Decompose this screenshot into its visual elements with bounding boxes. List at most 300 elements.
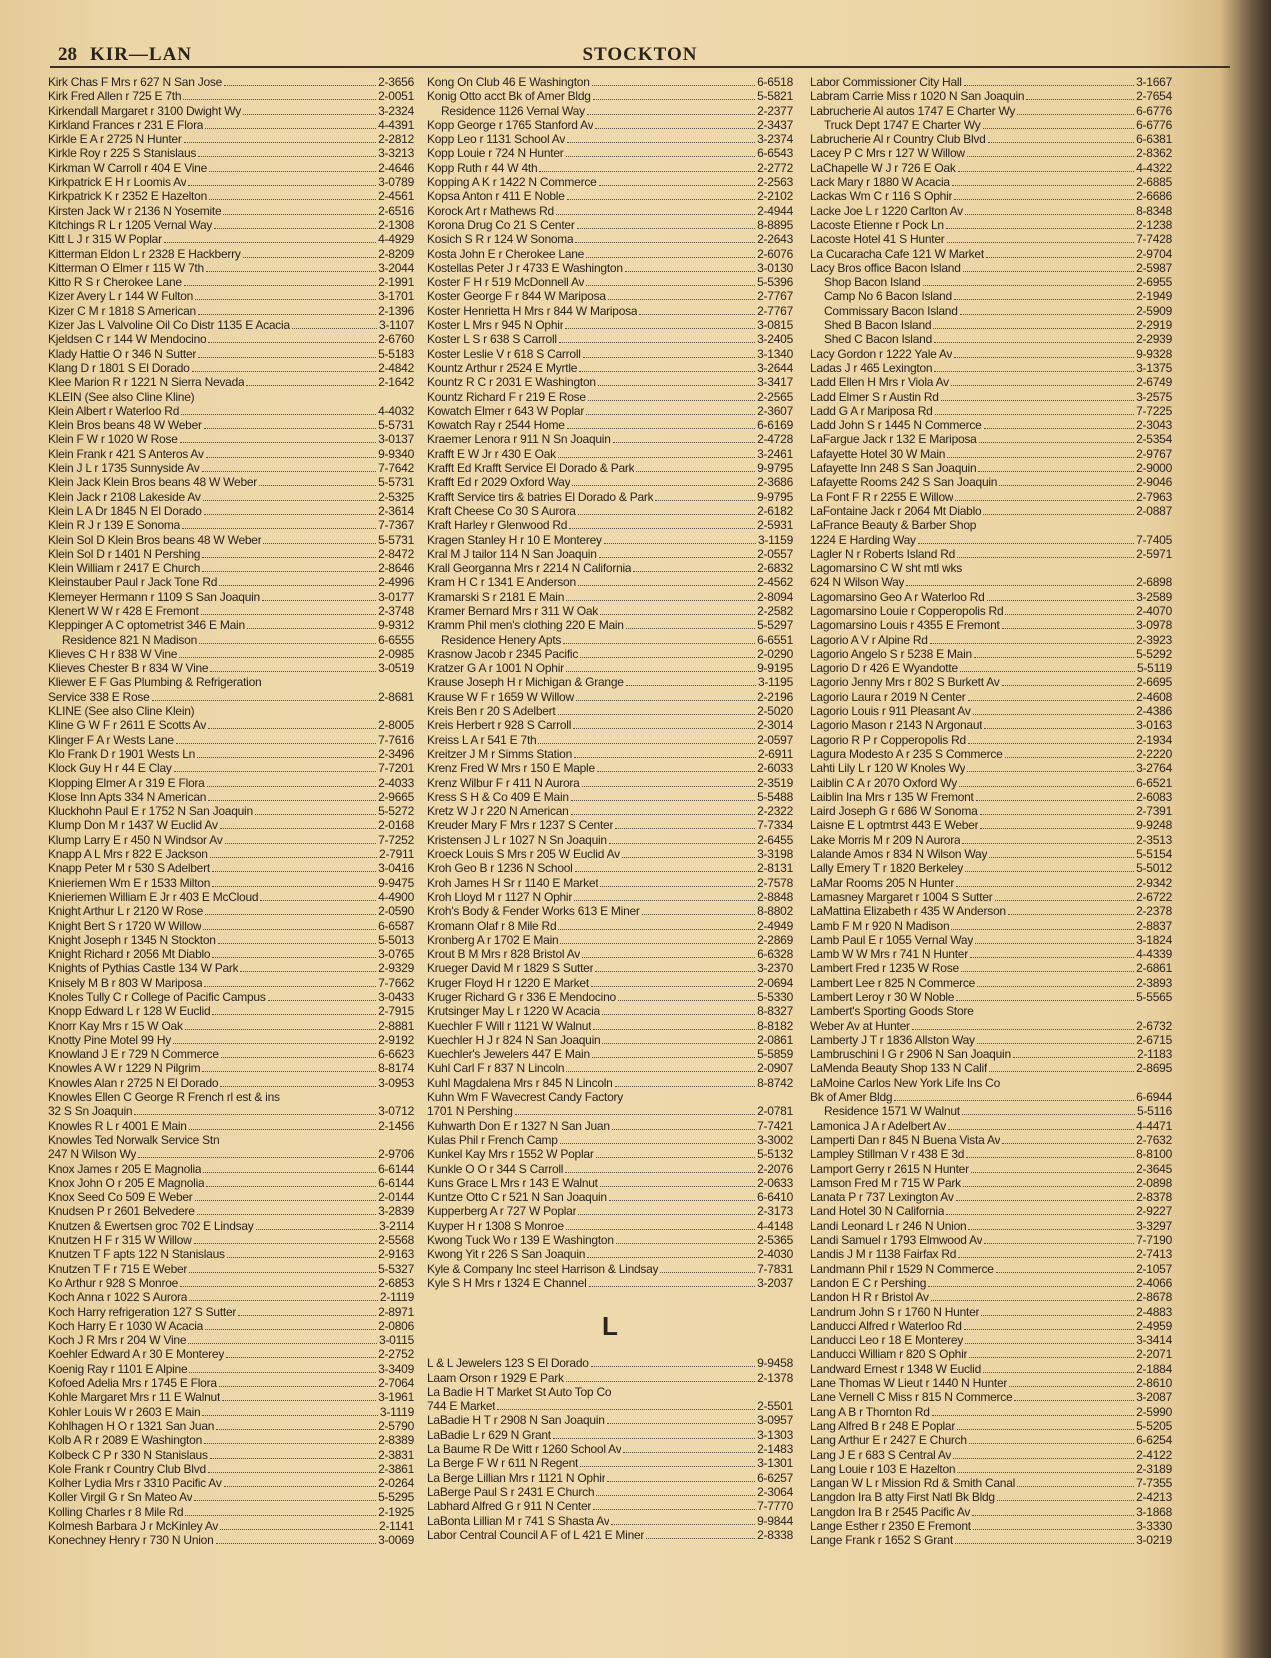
listing-name: Klady Hattie O r 346 N Sutter — [48, 346, 197, 361]
dot-leader — [578, 575, 755, 586]
listing-name: L & L Jewelers 123 S El Dorado — [427, 1356, 589, 1371]
listing-entry — [810, 204, 1172, 218]
dot-leader — [586, 404, 755, 415]
dot-leader — [1013, 1047, 1135, 1058]
phone-number: 2-1949 — [1136, 289, 1172, 304]
listing-name: Land Hotel 30 N California — [810, 1204, 945, 1219]
listing-continuation — [427, 104, 793, 118]
dot-leader — [599, 547, 756, 558]
listing-entry — [427, 961, 793, 975]
listing-name: Ladd John S r 1445 N Commerce — [810, 418, 982, 433]
phone-number: 7-7642 — [378, 461, 414, 476]
listing-entry — [427, 132, 793, 146]
listing-entry — [810, 690, 1172, 704]
listing-entry — [427, 475, 793, 489]
listing-name: Klo Frank D r 1901 Wests Ln — [48, 746, 196, 761]
dot-leader — [1002, 618, 1135, 629]
dot-leader — [183, 89, 376, 100]
listing-name: Lambert Lee r 825 N Commerce — [810, 975, 976, 990]
phone-number: 2-2772 — [757, 160, 793, 175]
listing-entry — [810, 1362, 1172, 1376]
listing-entry — [427, 1499, 793, 1513]
phone-number: 5-5731 — [378, 532, 414, 547]
listing-entry — [427, 1119, 793, 1133]
dot-leader — [203, 490, 376, 501]
listing-name: Kristensen J L r 1027 N Sn Joaquin — [427, 832, 607, 847]
listing-entry — [48, 275, 414, 289]
dot-leader — [212, 861, 376, 872]
dot-leader — [978, 461, 1134, 472]
dot-leader — [956, 876, 1134, 887]
dot-leader — [206, 447, 376, 458]
directory-column-2 — [427, 75, 793, 1542]
listing-name: Kraft Harley r Glenwood Rd — [427, 518, 568, 533]
phone-number: 3-0416 — [378, 861, 414, 876]
listing-name: LaChapelle W J r 726 E Oak — [810, 160, 956, 175]
listing-name: Klein Albert r Waterloo Rd — [48, 403, 180, 418]
phone-number: 2-0633 — [757, 1175, 793, 1190]
listing-name: Lagorio A V r Alpine Rd — [810, 632, 928, 647]
dot-leader — [574, 890, 755, 901]
dot-leader — [934, 361, 1134, 372]
listing-entry — [48, 1061, 414, 1075]
listing-heading — [810, 1076, 1172, 1090]
listing-entry — [48, 175, 414, 189]
phone-number: 2-9342 — [1136, 875, 1172, 890]
city-title: STOCKTON — [582, 44, 698, 65]
listing-name: Camp No 6 Bacon Island — [824, 289, 952, 304]
phone-number: 2-6076 — [757, 246, 793, 261]
listing-name: Kountz R C r 2031 E Washington — [427, 375, 596, 390]
phone-number: 6-6144 — [378, 1161, 414, 1176]
phone-number: 3-0219 — [1136, 1533, 1172, 1548]
listing-entry — [48, 1362, 414, 1376]
listing-entry — [48, 404, 414, 418]
dot-leader — [194, 1233, 377, 1244]
dot-leader — [199, 633, 376, 644]
listing-name: Kohlhagen H O r 1321 San Juan — [48, 1418, 215, 1433]
listing-entry — [427, 1247, 793, 1261]
listing-name: Lanata P r 737 Lexington Av — [810, 1190, 954, 1205]
listing-name: Kreitzer J M r Simms Station — [427, 746, 573, 761]
listing-entry — [810, 432, 1172, 446]
dot-leader — [593, 89, 755, 100]
phone-number: 2-0264 — [378, 1476, 414, 1491]
listing-name: Lange Esther r 2350 E Fremont — [810, 1518, 971, 1533]
listing-entry — [810, 1219, 1172, 1233]
listing-entry — [427, 1356, 793, 1370]
phone-number: 2-0590 — [378, 904, 414, 919]
phone-number: 3-0957 — [757, 1413, 793, 1428]
dot-leader — [566, 661, 755, 672]
listing-name: Lamperti Dan r 845 N Buena Vista Av — [810, 1132, 1001, 1147]
dot-leader — [255, 804, 376, 815]
listing-name: Kyle & Company Inc steel Harrison & Lindsay — [427, 1261, 659, 1276]
dot-leader — [204, 1433, 376, 1444]
dot-leader — [961, 961, 1134, 972]
dot-leader — [932, 1405, 1134, 1416]
listing-entry — [427, 447, 793, 461]
phone-number: 2-6516 — [378, 203, 414, 218]
listing-name: Lampley Stillman V r 438 E 3d — [810, 1147, 965, 1162]
phone-number: 9-9248 — [1136, 818, 1172, 833]
phone-number: 2-9767 — [1136, 446, 1172, 461]
phone-number: 9-9475 — [378, 875, 414, 890]
listing-entry — [48, 1219, 414, 1233]
phone-number: 2-8695 — [1136, 1061, 1172, 1076]
listing-name: Klemeyer Hermann r 1109 S San Joaquin — [48, 589, 260, 604]
dot-leader — [964, 1319, 1134, 1330]
dot-leader — [579, 361, 755, 372]
phone-number: 2-3893 — [1136, 975, 1172, 990]
listing-entry — [48, 204, 414, 218]
phone-number: 2-4959 — [1136, 1318, 1172, 1333]
listing-entry — [48, 1305, 414, 1319]
listing-entry — [810, 1119, 1172, 1133]
phone-number: 5-5205 — [1136, 1418, 1172, 1433]
dot-leader — [983, 1362, 1134, 1373]
phone-number: 2-3656 — [378, 75, 414, 89]
listing-name: LaFargue Jack r 132 E Mariposa — [810, 432, 977, 447]
phone-number: 7-7405 — [1136, 532, 1172, 547]
listing-name: Korona Drug Co 21 S Center — [427, 217, 575, 232]
listing-heading — [48, 1133, 414, 1147]
dot-leader — [997, 1490, 1134, 1501]
phone-number: 2-4122 — [1136, 1447, 1172, 1462]
listing-name: Kirkendall Margaret r 3100 Dwight Wy — [48, 103, 241, 118]
listing-name: LaFrance Beauty & Barber Shop — [810, 518, 977, 533]
listing-entry — [810, 1490, 1172, 1504]
dot-leader — [185, 1505, 376, 1516]
phone-number: 2-4033 — [378, 775, 414, 790]
dot-leader — [560, 1133, 755, 1144]
dot-leader — [220, 1519, 377, 1530]
listing-heading — [48, 704, 414, 718]
listing-entry — [810, 1519, 1172, 1533]
listing-name: Konechney Henry r 730 N Union — [48, 1533, 214, 1548]
listing-name: Knox James r 205 E Magnolia — [48, 1161, 202, 1176]
dot-leader — [611, 1514, 755, 1525]
listing-name: Landrum John S r 1760 N Hunter — [810, 1304, 980, 1319]
listing-entry — [810, 132, 1172, 146]
phone-number: 7-7367 — [378, 518, 414, 533]
listing-name: Lagler N r Roberts Island Rd — [810, 546, 956, 561]
dot-leader — [593, 1019, 755, 1030]
dot-leader — [977, 1033, 1134, 1044]
dot-leader — [954, 289, 1134, 300]
listing-name: Lahti Lily L r 120 W Knoles Wy — [810, 761, 966, 776]
listing-name: Kroh Lloyd M r 1127 N Ophir — [427, 889, 573, 904]
listing-continuation — [427, 1104, 793, 1118]
listing-name: Kitto R S r Cherokee Lane — [48, 275, 182, 290]
listing-name: LaBonta Lillian M r 741 S Shasta Av — [427, 1513, 610, 1528]
dot-leader — [212, 947, 376, 958]
listing-entry — [810, 675, 1172, 689]
listing-entry — [427, 1371, 793, 1385]
phone-number: 5-5731 — [378, 475, 414, 490]
listing-entry — [810, 1033, 1172, 1047]
listing-name: Service 338 E Rose — [48, 689, 150, 704]
phone-number: 2-5568 — [378, 1233, 414, 1248]
listing-entry — [48, 75, 414, 89]
dot-leader — [202, 547, 376, 558]
listing-entry — [48, 961, 414, 975]
listing-entry — [48, 861, 414, 875]
listing-name: Kuntze Otto C r 521 N San Joaquin — [427, 1190, 607, 1205]
listing-entry — [427, 547, 793, 561]
dot-leader — [964, 75, 1134, 86]
dot-leader — [515, 1104, 755, 1115]
phone-number: 2-8472 — [378, 546, 414, 561]
phone-number: 2-4949 — [757, 918, 793, 933]
phone-number: 5-5116 — [1137, 1104, 1172, 1119]
dot-leader — [559, 332, 755, 343]
dot-leader — [604, 533, 756, 544]
phone-number: 6-6587 — [378, 918, 414, 933]
dot-leader — [912, 1019, 1134, 1030]
listing-entry — [810, 1233, 1172, 1247]
dot-leader — [567, 189, 755, 200]
dot-leader — [955, 1533, 1134, 1544]
phone-number: 2-2869 — [757, 932, 793, 947]
listing-entry — [427, 790, 793, 804]
dot-leader — [1026, 89, 1134, 100]
listing-name: Landucci William r 820 S Ophir — [810, 1347, 968, 1362]
listing-entry — [427, 1033, 793, 1047]
listing-continuation — [810, 318, 1172, 332]
dot-leader — [957, 1462, 1134, 1473]
dot-leader — [198, 146, 376, 157]
listing-entry — [427, 804, 793, 818]
listing-name: Kitterman Eldon L r 2328 E Hackberry — [48, 246, 241, 261]
dot-leader — [192, 361, 377, 372]
listing-entry — [48, 375, 414, 389]
listing-entry — [427, 718, 793, 732]
listing-name: Knutzen H F r 315 W Willow — [48, 1233, 192, 1248]
dot-leader — [1017, 104, 1134, 115]
dot-leader — [947, 447, 1134, 458]
listing-entry — [48, 1119, 414, 1133]
phone-number: 2-0985 — [378, 646, 414, 661]
phone-number: 3-0765 — [378, 947, 414, 962]
dot-leader — [195, 289, 376, 300]
listing-name: Lang Alfred B r 248 E Poplar — [810, 1418, 956, 1433]
listing-entry — [810, 490, 1172, 504]
dot-leader — [214, 218, 376, 229]
dot-leader — [174, 761, 377, 772]
dot-leader — [600, 876, 755, 887]
listing-entry — [427, 976, 793, 990]
listing-name: Kuns Grace L Mrs r 143 E Walnut — [427, 1175, 598, 1190]
listing-entry — [48, 904, 414, 918]
listing-name: Kirkpatrick E H r Loomis Av — [48, 175, 187, 190]
listing-name: Kruger Floyd H r 1220 E Market — [427, 975, 589, 990]
listing-name: Laiblin C A r 2070 Oxford Wy — [810, 775, 957, 790]
listing-entry — [48, 1162, 414, 1176]
phone-number: 6-6521 — [1136, 775, 1172, 790]
phone-number: 6-6543 — [757, 146, 793, 161]
listing-name: Koch Anna r 1022 S Aurora — [48, 1290, 188, 1305]
dot-leader — [979, 432, 1135, 443]
dot-leader — [1005, 604, 1134, 615]
listing-entry — [810, 747, 1172, 761]
dot-leader — [977, 976, 1134, 987]
phone-number: 2-1238 — [1136, 217, 1172, 232]
listing-entry — [427, 504, 793, 518]
dot-leader — [984, 418, 1135, 429]
listing-name: Kirkman W Carroll r 404 E Vine — [48, 160, 207, 175]
phone-number: 3-1340 — [757, 346, 793, 361]
phone-number: 2-3043 — [1136, 418, 1172, 433]
listing-entry — [427, 1162, 793, 1176]
listing-continuation — [810, 332, 1172, 346]
phone-number: 2-3645 — [1136, 1161, 1172, 1176]
listing-name: Koenig Ray r 1101 E Alpine — [48, 1361, 188, 1376]
dot-leader — [622, 847, 755, 858]
dot-leader — [948, 1119, 1134, 1130]
phone-number: 2-2076 — [757, 1161, 793, 1176]
phone-number: 7-7770 — [757, 1499, 793, 1514]
phone-number: 3-1667 — [1136, 75, 1172, 89]
dot-leader — [195, 1190, 377, 1201]
phone-number: 2-4608 — [1136, 689, 1172, 704]
dot-leader — [928, 1276, 1134, 1287]
listing-name: Koch Harry refrigeration 127 S Sutter — [48, 1304, 237, 1319]
listing-entry — [427, 618, 793, 632]
listing-name: Kromann Olaf r 8 Mile Rd — [427, 918, 557, 933]
dot-leader — [566, 1371, 755, 1382]
phone-number: 2-6732 — [1136, 1018, 1172, 1033]
listing-entry — [427, 361, 793, 375]
listing-name: Knapp Peter M r 530 S Adelbert — [48, 861, 210, 876]
dot-leader — [221, 1047, 376, 1058]
dot-leader — [134, 1104, 376, 1115]
dot-leader — [962, 1104, 1135, 1115]
phone-number: 2-2939 — [1136, 332, 1172, 347]
dot-leader — [558, 447, 755, 458]
phone-number: 2-4944 — [757, 203, 793, 218]
phone-number: 3-2589 — [1136, 589, 1172, 604]
dot-leader — [639, 304, 755, 315]
dot-leader — [586, 247, 755, 258]
dot-leader — [565, 1162, 755, 1173]
listing-entry — [48, 504, 414, 518]
dot-leader — [185, 1019, 376, 1030]
listing-name: Krasnow Jacob r 2345 Pacific — [427, 646, 579, 661]
dot-leader — [210, 1448, 376, 1459]
listing-name: Labhard Alfred G r 911 N Center — [427, 1499, 592, 1514]
phone-number: 7-7421 — [757, 1118, 793, 1133]
listing-name: LaBadie L r 629 N Grant — [427, 1427, 551, 1442]
listing-entry — [810, 933, 1172, 947]
phone-number: 2-3496 — [378, 746, 414, 761]
dot-leader — [984, 718, 1134, 729]
dot-leader — [974, 647, 1134, 658]
phone-number: 8-8174 — [378, 1061, 414, 1076]
listing-name: Kirk Chas F Mrs r 627 N San Jose — [48, 75, 223, 89]
listing-name: Kopp Leo r 1131 School Av — [427, 132, 566, 147]
dot-leader — [173, 1033, 376, 1044]
phone-number: 6-6144 — [378, 1175, 414, 1190]
listing-name: Klinger F A r Wests Lane — [48, 732, 174, 747]
dot-leader — [184, 275, 376, 286]
dot-leader — [206, 261, 376, 272]
phone-number: 2-6911 — [758, 746, 793, 761]
listing-name: Lange Frank r 1652 S Grant — [810, 1533, 953, 1548]
listing-name: Kronberg A r 1702 E Main — [427, 932, 559, 947]
dot-leader — [996, 1262, 1134, 1273]
phone-number: 2-2378 — [1136, 904, 1172, 919]
phone-number: 3-2087 — [1136, 1390, 1172, 1405]
listing-entry — [48, 461, 414, 475]
listing-entry — [427, 761, 793, 775]
listing-name: Lacy Bros office Bacon Island — [810, 260, 961, 275]
dot-leader — [954, 189, 1134, 200]
listing-name: Knowles Ellen C George R French rl est & ins — [48, 1090, 280, 1105]
listing-name: Kroh Geo B r 1236 N School — [427, 861, 573, 876]
listing-entry — [810, 475, 1172, 489]
listing-heading — [427, 1090, 793, 1104]
phone-number: 2-6885 — [1136, 175, 1172, 190]
listing-entry — [48, 1390, 414, 1404]
listing-entry — [48, 1448, 414, 1462]
listing-entry — [810, 104, 1172, 118]
phone-number: 2-2752 — [378, 1347, 414, 1362]
dot-leader — [198, 347, 376, 358]
listing-entry — [427, 604, 793, 618]
dot-leader — [963, 1176, 1134, 1187]
listing-entry — [810, 161, 1172, 175]
listing-entry — [810, 733, 1172, 747]
phone-number: 2-1308 — [378, 217, 414, 232]
listing-entry — [48, 118, 414, 132]
dot-leader — [626, 675, 756, 686]
listing-entry — [810, 790, 1172, 804]
dot-leader — [959, 776, 1134, 787]
dot-leader — [566, 1219, 755, 1230]
phone-number: 3-3297 — [1136, 1218, 1172, 1233]
listing-name: Klee Marion R r 1221 N Sierra Nevada — [48, 375, 245, 390]
phone-number: 3-2044 — [378, 260, 414, 275]
listing-entry — [48, 733, 414, 747]
listing-entry — [810, 1390, 1172, 1404]
phone-number: 3-0163 — [1136, 718, 1172, 733]
dot-leader — [589, 1276, 756, 1287]
phone-number: 2-9704 — [1136, 246, 1172, 261]
listing-entry — [427, 590, 793, 604]
phone-number: 2-3513 — [1136, 832, 1172, 847]
listing-name: 744 E Market — [427, 1399, 496, 1414]
listing-name: Ko Arthur r 928 S Monroe — [48, 1275, 179, 1290]
listing-entry — [48, 618, 414, 632]
listing-entry — [48, 189, 414, 203]
listing-entry — [427, 904, 793, 918]
dot-leader — [204, 976, 376, 987]
phone-number: 3-0137 — [378, 432, 414, 447]
dot-leader — [598, 375, 755, 386]
listing-name: Lamb Paul E r 1055 Vernal Way — [810, 932, 974, 947]
listing-entry — [48, 876, 414, 890]
listing-entry — [427, 1456, 793, 1470]
listing-name: Kress S H & Co 409 E Main — [427, 789, 569, 804]
listing-entry — [427, 1061, 793, 1075]
listing-name: 624 N Wilson Way — [810, 575, 905, 590]
listing-name: Knapp A L Mrs r 822 E Jackson — [48, 847, 208, 862]
listing-entry — [427, 1442, 793, 1456]
listing-name: Lambert's Sporting Goods Store — [810, 1004, 974, 1019]
dot-leader — [980, 804, 1135, 815]
listing-entry — [48, 361, 414, 375]
